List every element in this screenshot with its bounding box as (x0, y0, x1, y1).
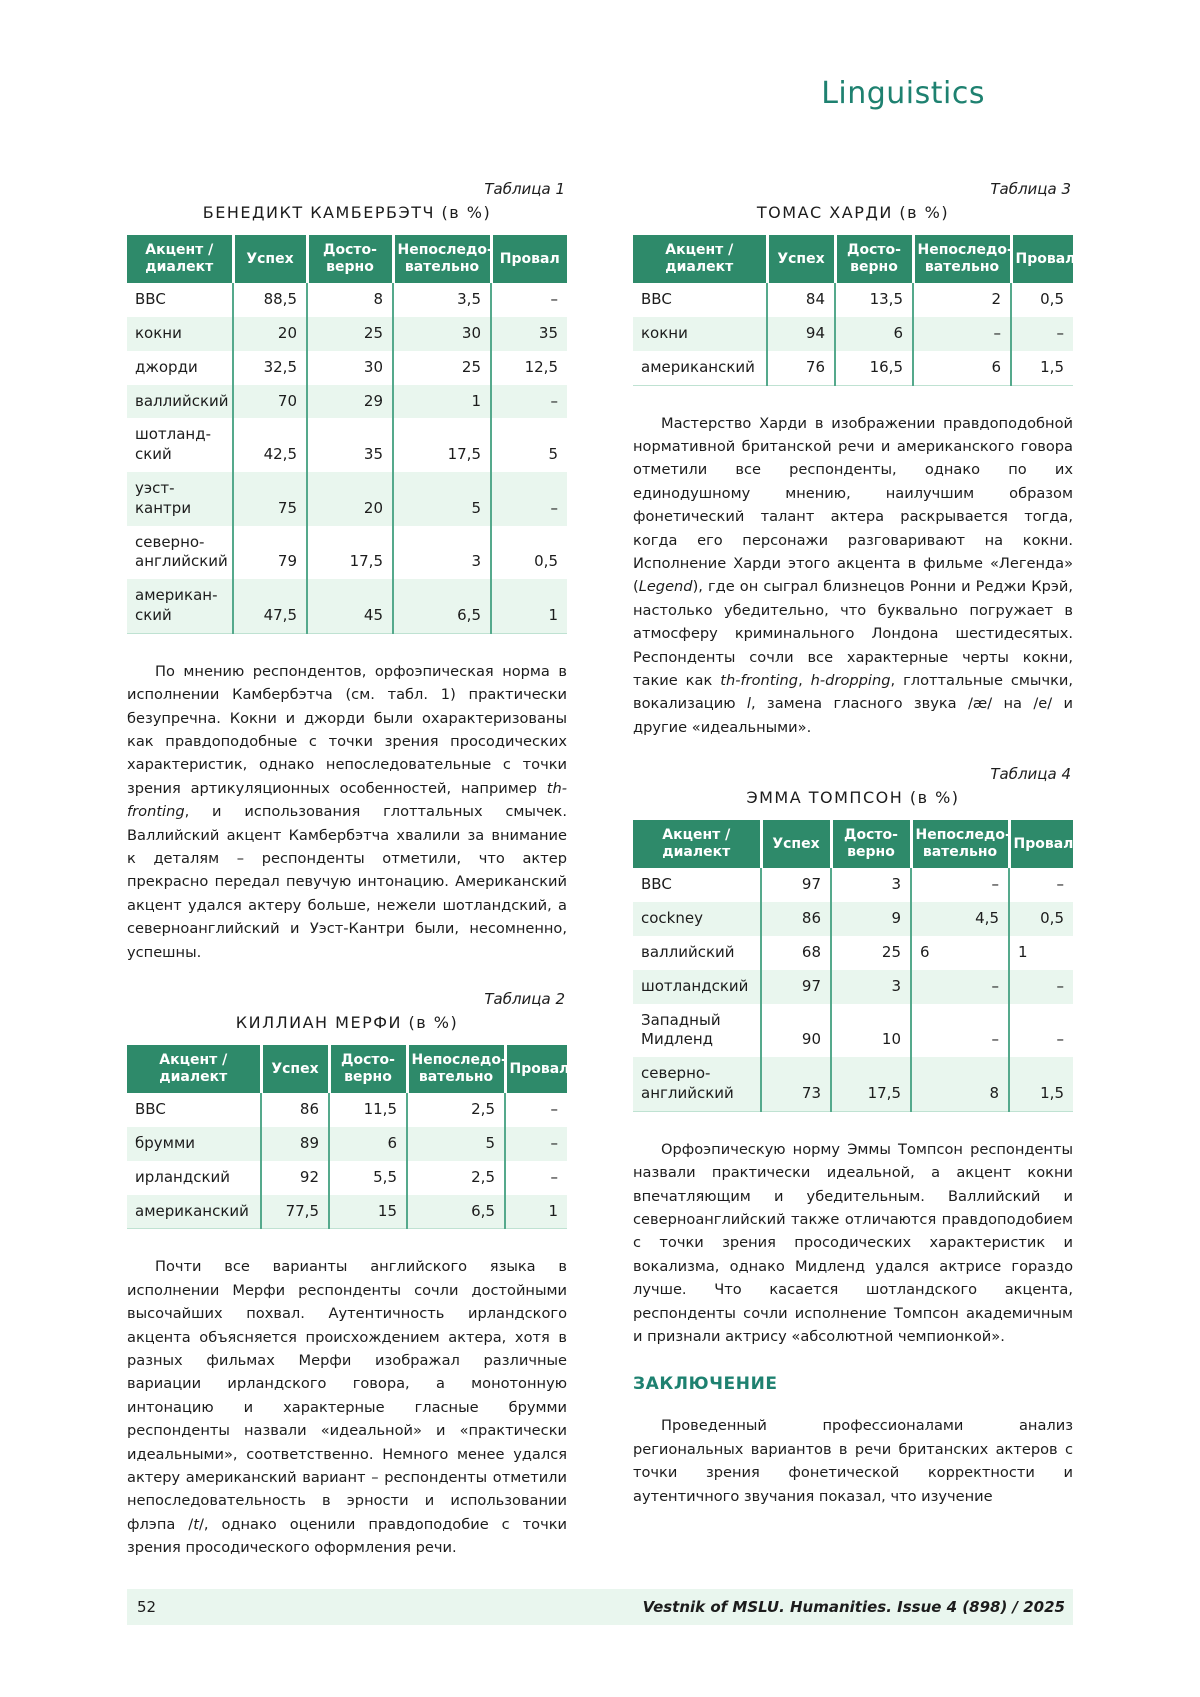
value-cell: 6,5 (407, 1195, 505, 1229)
row-label-cell: BBC (127, 1093, 261, 1127)
value-cell: 20 (307, 472, 393, 526)
text-run: Мастерство Харди в изображении правдоподобной нормативной британской речи и американского говора отметили все респонденты, однако по их единодушному мнению, наилучшим образом фонетический талант актера раскрывается тогда, когда его персонажи разговаривают на кокни. Исполнение Харди этого акцента в фильме «Легенда» ( (633, 414, 1073, 596)
table-row (633, 868, 1073, 902)
table-header-row (127, 1045, 567, 1093)
value-cell: – (550, 391, 558, 410)
value-cell: 5 (393, 472, 491, 526)
value-cell: 1,5 (1040, 357, 1064, 376)
value-cell: – (1056, 323, 1064, 342)
column-header: Досто-верно (831, 820, 911, 868)
value-cell: 20 (233, 317, 307, 351)
column-header: Провал (505, 1045, 567, 1093)
value-cell: 3 (831, 970, 911, 1004)
text-run: Проведенный профессионалами анализ региональных вариантов в речи британских актеров с точки зрения фонетической корректности и аутентичного звучания показал, что изучение (633, 1417, 1073, 1505)
table-row (633, 970, 1073, 1004)
value-cell: 89 (261, 1127, 329, 1161)
value-cell: – (911, 970, 1009, 1004)
value-cell: 25 (307, 317, 393, 351)
value-cell: 86 (261, 1093, 329, 1127)
paragraph (127, 660, 567, 964)
value-cell: 1 (393, 385, 491, 419)
value-cell: 3,5 (393, 283, 491, 317)
column-header: Акцент / диалект (633, 235, 767, 283)
value-cell: 75 (233, 472, 307, 526)
value-cell: 5,5 (329, 1161, 407, 1195)
italic-term: l (746, 695, 751, 713)
value-cell: – (1056, 976, 1064, 995)
value-cell: 1 (548, 1201, 558, 1220)
text-run: Почти все варианты английского языка в исполнении Мерфи респонденты сочли достойными высочайших похвал. Аутентичность ирландского акцента объясняется происхождением актера, хотя в разных фильмах Мерфи изображал различные вариации ирландского говора, а монотонную интонацию и характерные гласные брумми респонденты назвали «идеальной» и «практически идеальными», соответственно. Немного менее удался актеру американский вариант – респонденты отметили непоследовательность в эрности и использовании флэпа / (127, 1258, 567, 1533)
column-header: Досто-верно (329, 1045, 407, 1093)
value-cell: 13,5 (835, 283, 913, 317)
table-row (633, 1057, 1073, 1111)
value-cell: 2 (913, 283, 1011, 317)
column-header: Акцент / диалект (127, 1045, 261, 1093)
value-cell: 17,5 (393, 418, 491, 472)
value-cell: 88,5 (233, 283, 307, 317)
table-row (127, 351, 567, 385)
row-label-cell: американский (127, 1195, 261, 1229)
value-cell: 73 (761, 1057, 831, 1111)
value-cell: 90 (761, 1004, 831, 1058)
table-title: ЭММА ТОМПСОН (в %) (746, 788, 960, 808)
value-cell: – (550, 1167, 558, 1186)
value-cell: – (550, 290, 558, 309)
value-cell: – (911, 868, 1009, 902)
value-cell: 94 (767, 317, 835, 351)
column-header: Провал (1011, 235, 1073, 283)
column-header: Акцент / диалект (127, 235, 233, 283)
value-cell: 68 (761, 936, 831, 970)
value-cell: 1 (1018, 942, 1028, 961)
value-cell: 6 (913, 351, 1011, 385)
footer-band (127, 1589, 1073, 1625)
italic-term: th-fronting (720, 672, 799, 690)
value-cell: 30 (307, 351, 393, 385)
value-cell: 0,5 (534, 552, 558, 571)
column-header: Провал (1009, 820, 1073, 868)
value-cell: – (550, 1100, 558, 1119)
value-cell: – (1056, 875, 1064, 894)
value-cell: 3 (393, 526, 491, 580)
italic-term: h-dropping (810, 672, 891, 690)
italic-term: Legend (638, 578, 693, 596)
text-run: , (798, 672, 811, 690)
column-header: Провал (491, 235, 567, 283)
value-cell: 8 (911, 1057, 1009, 1111)
row-label-cell: кокни (633, 317, 767, 351)
value-cell: 25 (831, 936, 911, 970)
row-label-cell: уэст-кантри (127, 472, 233, 526)
table-header-row (127, 235, 567, 283)
text-run: Орфоэпическую норму Эммы Томпсон респонденты назвали практически идеальной, а акцент кокни впечатляющим и убедительным. Валлийский и северноанглийский также отличаются правдоподобием с точки зрения просодических характеристик и вокализма, однако Мидленд удался актрисе гораздо лучше. Что касается шотландского акцента, респонденты сочли исполнение Томпсон академичным и признали актрису «абсолютной чемпионкой». (633, 1140, 1073, 1346)
value-cell: 11,5 (329, 1093, 407, 1127)
column-header: Успех (767, 235, 835, 283)
table-row (633, 902, 1073, 936)
text-run: , глоттальные смычки, вокализацию (633, 672, 1074, 713)
value-cell: 1 (548, 605, 558, 624)
row-label-cell: Западный Мидленд (633, 1004, 761, 1058)
table-row (127, 1093, 567, 1127)
conclusion-heading: ЗАКЛЮЧЕНИЕ (633, 1374, 778, 1395)
value-cell: 92 (261, 1161, 329, 1195)
table-row (633, 283, 1073, 317)
value-cell: 16,5 (835, 351, 913, 385)
column-header: Непоследо-вательно (911, 820, 1009, 868)
value-cell: 0,5 (1040, 909, 1064, 928)
table-row (127, 385, 567, 419)
column-header: Успех (761, 820, 831, 868)
paragraph (633, 1414, 1073, 1508)
row-label-cell: джорди (127, 351, 233, 385)
row-label-cell: кокни (127, 317, 233, 351)
value-cell: 3 (831, 868, 911, 902)
table-row (127, 418, 567, 472)
value-cell: – (550, 1133, 558, 1152)
value-cell: – (550, 498, 558, 517)
row-label-cell: американский (633, 351, 767, 385)
column-header: Акцент / диалект (633, 820, 761, 868)
value-cell: 4,5 (911, 902, 1009, 936)
table-title: ТОМАС ХАРДИ (в %) (756, 203, 950, 222)
table-row (127, 579, 567, 633)
value-cell: 0,5 (1040, 290, 1064, 309)
value-cell: 29 (307, 385, 393, 419)
journal-reference: Vestnik of MSLU. Humanities. Issue 4 (898) / 2025 (642, 1598, 1065, 1616)
table-caption: Таблица 1 (484, 180, 565, 198)
value-cell: 6 (835, 317, 913, 351)
value-cell: 47,5 (233, 579, 307, 633)
text-run: ), где он сыграл близнецов Ронни и Реджи Крэй, настолько убедительно, что буквально погружает в атмосферу криминального Лондона шестидесятых. Респонденты сочли все характерные черты кокни, такие как (633, 578, 1073, 690)
table-title: БЕНЕДИКТ КАМБЕРБЭТЧ (в %) (202, 203, 492, 222)
value-cell: 2,5 (407, 1093, 505, 1127)
row-label-cell: шотландский (633, 970, 761, 1004)
value-cell: 6 (911, 936, 1009, 970)
table-row (633, 936, 1073, 970)
row-label-cell: северно-английский (127, 526, 233, 580)
table-title: КИЛЛИАН МЕРФИ (в %) (235, 1013, 459, 1032)
column-header: Успех (261, 1045, 329, 1093)
table-row (127, 317, 567, 351)
paragraph (127, 1255, 567, 1559)
column-header: Непоследо-вательно (393, 235, 491, 283)
value-cell: 9 (831, 902, 911, 936)
column-header: Успех (233, 235, 307, 283)
table-row (633, 1004, 1073, 1058)
column-header: Досто-верно (307, 235, 393, 283)
page-number: 52 (137, 1598, 157, 1616)
value-cell: 25 (393, 351, 491, 385)
value-cell: 8 (307, 283, 393, 317)
value-cell: 70 (233, 385, 307, 419)
table-header-row (633, 235, 1073, 283)
text-run: , и использования глоттальных смычек. Валлийский акцент Камбербэтча хвалили за внимание к деталям – респонденты отметили, что актер прекрасно передал певучую интонацию. Американский акцент удался актеру больше, нежели шотландский, а северноанглийский и Уэст-Кантри были, несомненно, успешны. (127, 803, 567, 961)
value-cell: 79 (233, 526, 307, 580)
table-row (633, 351, 1073, 385)
row-label-cell: брумми (127, 1127, 261, 1161)
value-cell: 6,5 (393, 579, 491, 633)
text-run: /, однако оценили правдоподобие с точки зрения просодического оформления речи. (127, 1515, 568, 1557)
table-row (633, 317, 1073, 351)
value-cell: 76 (767, 351, 835, 385)
value-cell: 97 (761, 970, 831, 1004)
two-column-layout (127, 180, 1076, 1586)
accent-table-murphy (127, 1045, 570, 1229)
row-label-cell: северно-английский (633, 1057, 761, 1111)
table-row (127, 1127, 567, 1161)
paragraph (633, 1138, 1073, 1349)
value-cell: 17,5 (307, 526, 393, 580)
text-run: , замена гласного звука /æ/ на /е/ и другие «идеальными». (633, 695, 1073, 736)
row-label-cell: валлийский (127, 385, 233, 419)
accent-table-thompson (633, 820, 1073, 1112)
accent-table-hardy (633, 235, 1076, 386)
table-caption: Таблица 4 (990, 765, 1071, 784)
left-column (127, 180, 570, 1586)
row-label-cell: валлийский (633, 936, 761, 970)
table-row (127, 283, 567, 317)
row-label-cell: американ-ский (127, 579, 233, 633)
column-header: Непоследо-вательно (407, 1045, 505, 1093)
text-run: По мнению респондентов, орфоэпическая норма в исполнении Камбербэтча (см. табл. 1) практически безупречна. Кокни и джорди были охарактеризованы как правдоподобные с точки зрения просодических характеристик, однако непоследовательные с точки зрения артикуляционных особенностей, например (127, 662, 567, 797)
accent-table-cumberbatch (127, 235, 567, 634)
table-caption: Таблица 3 (990, 180, 1071, 198)
row-label-cell: ирландский (127, 1161, 261, 1195)
table-row (127, 1195, 567, 1229)
table-row (127, 1161, 567, 1195)
value-cell: 35 (538, 323, 558, 342)
row-label-cell: BBC (127, 283, 233, 317)
italic-term: t (193, 1515, 199, 1533)
right-column (633, 180, 1076, 1534)
value-cell: 30 (393, 317, 491, 351)
value-cell: 2,5 (407, 1161, 505, 1195)
value-cell: 84 (767, 283, 835, 317)
value-cell: 10 (831, 1004, 911, 1058)
value-cell: 77,5 (261, 1195, 329, 1229)
value-cell: 32,5 (233, 351, 307, 385)
column-header: Досто-верно (835, 235, 913, 283)
row-label-cell: шотланд-ский (127, 418, 233, 472)
value-cell: 12,5 (524, 357, 558, 376)
value-cell: 15 (329, 1195, 407, 1229)
paragraph (633, 412, 1073, 740)
value-cell: – (1056, 1030, 1064, 1049)
table-row (127, 472, 567, 526)
value-cell: 17,5 (831, 1057, 911, 1111)
row-label-cell: BBC (633, 868, 761, 902)
value-cell: – (913, 317, 1011, 351)
value-cell: 6 (329, 1127, 407, 1161)
row-label-cell: cockney (633, 902, 761, 936)
column-header: Непоследо-вательно (913, 235, 1011, 283)
table-row (127, 526, 567, 580)
value-cell: 86 (761, 902, 831, 936)
value-cell: 5 (548, 445, 558, 464)
value-cell: 1,5 (1040, 1083, 1064, 1102)
value-cell: 97 (761, 868, 831, 902)
row-label-cell: BBC (633, 283, 767, 317)
italic-term: th-fronting (127, 779, 567, 821)
value-cell: 5 (407, 1127, 505, 1161)
value-cell: – (911, 1004, 1009, 1058)
value-cell: 42,5 (233, 418, 307, 472)
value-cell: 45 (307, 579, 393, 633)
value-cell: 35 (307, 418, 393, 472)
table-header-row (633, 820, 1073, 868)
running-head: Linguistics (821, 76, 985, 111)
table-caption: Таблица 2 (484, 990, 565, 1008)
